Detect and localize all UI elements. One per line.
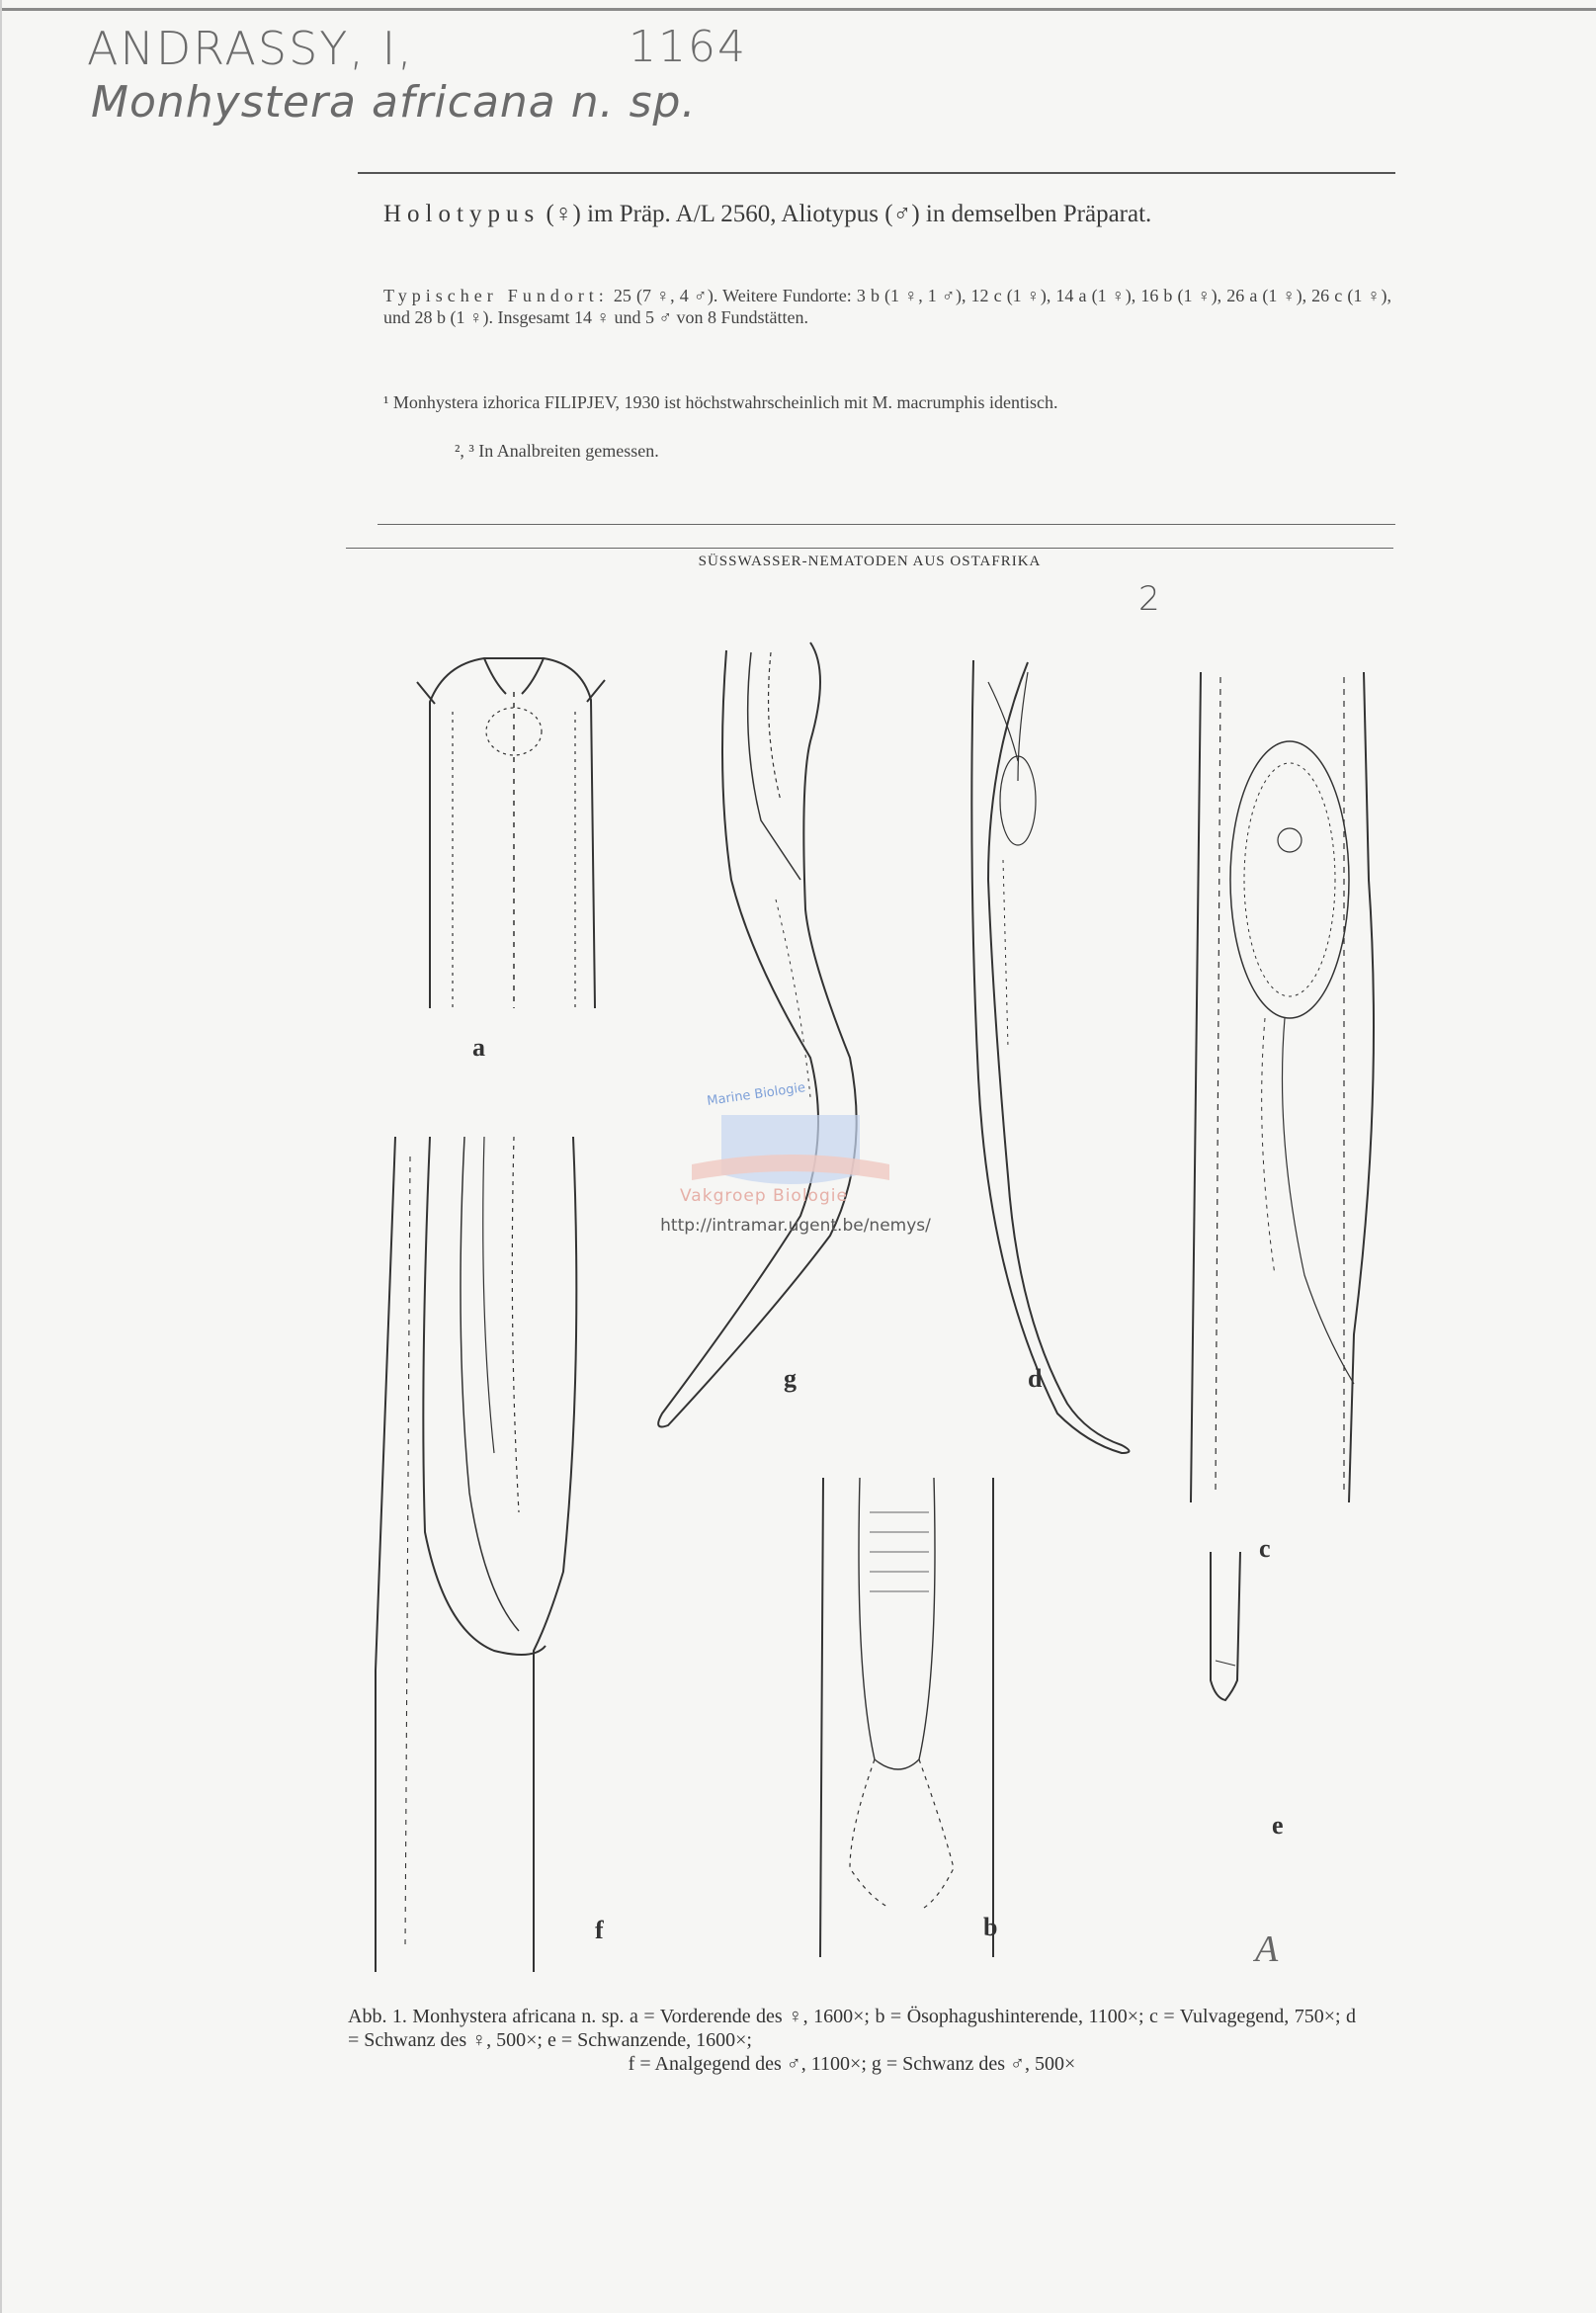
drawing-b-oesophagus-end <box>820 1478 993 1957</box>
mid-rule-1 <box>378 524 1395 525</box>
caption-line-2: 1100×; c = Vulvagegend, 750×; d = Schwanz des ♀, 500×; e = Schwanzende, 1600×; <box>348 2006 1357 2051</box>
fundort-paragraph <box>383 285 1391 328</box>
drawing-a-anterior-end <box>417 658 605 1008</box>
holotype-text: (♀) im Präp. A/L 2560, Aliotypus (♂) in demselben Präparat. <box>546 201 1152 227</box>
watermark-subtitle: Vakgroep Biologie <box>680 1186 848 1206</box>
caption-line-1: Abb. 1. Monhystera africana n. sp. a = Vorderende des ♀, 1600×; b = Ösophagushinterende, <box>348 2006 1083 2027</box>
fundort-text: 25 (7 ♀, 4 ♂). Weitere Fundorte: 3 b (1 ♀, 1 ♂), 12 c (1 ♀), 14 a (1 ♀), 16 b (1 ♀), 26 a (1 ♀), 26 c (1 ♀), und 28 b (1 ♀). Insgesamt 14 ♀ und 5 ♂ von 8 Fundstätten. <box>383 286 1391 327</box>
figure-label-f: f <box>595 1916 604 1944</box>
figure-label-b: b <box>983 1913 998 1941</box>
figure-label-e: e <box>1272 1811 1284 1840</box>
drawing-g-male-tail <box>658 642 857 1427</box>
figure-label-a: a <box>472 1033 485 1062</box>
figure-caption <box>348 2005 1356 2076</box>
figure-label-g: g <box>784 1364 797 1393</box>
drawing-f-male-anal-region <box>376 1137 576 1972</box>
handwritten-initials: A <box>1255 1928 1279 1970</box>
fundort-lead: Typischer Fundort: <box>383 286 609 305</box>
scan-edge-left <box>0 0 2 2313</box>
scan-edge-top <box>0 8 1596 11</box>
figure-label-d: d <box>1028 1364 1043 1393</box>
watermark-url: http://intramar.ugent.be/nemys/ <box>660 1216 931 1236</box>
caption-line-3: f = Analgegend des ♂, 1100×; g = Schwanz des ♂, 500× <box>628 2053 1076 2075</box>
mid-rule-2 <box>346 548 1393 549</box>
handwritten-species: Monhystera africana n. sp. <box>91 77 697 128</box>
holotype-lead: Holotypus <box>383 201 541 227</box>
handwritten-author: ANDRASSY, I, <box>87 22 414 75</box>
handwritten-page-number: 2 <box>1138 579 1160 619</box>
watermark-title: Marine Biologie <box>706 1080 806 1109</box>
footnote-1: ¹ Monhystera izhorica FILIPJEV, 1930 ist höchstwahrscheinlich mit M. macrumphis identisch. <box>383 392 1058 412</box>
footnote-2: ², ³ In Analbreiten gemessen. <box>455 441 659 461</box>
nematode-figure <box>336 583 1413 1987</box>
drawing-c-vulval-region <box>1191 672 1374 1502</box>
drawing-d-female-tail <box>971 660 1129 1453</box>
figure-label-c: c <box>1259 1534 1271 1563</box>
top-rule <box>358 172 1395 174</box>
holotype-paragraph <box>383 198 1391 231</box>
running-head: SÜSSWASSER-NEMATODEN AUS OSTAFRIKA <box>698 554 1042 569</box>
handwritten-number: 1164 <box>629 22 747 72</box>
drawing-e-tail-tip <box>1211 1552 1240 1700</box>
